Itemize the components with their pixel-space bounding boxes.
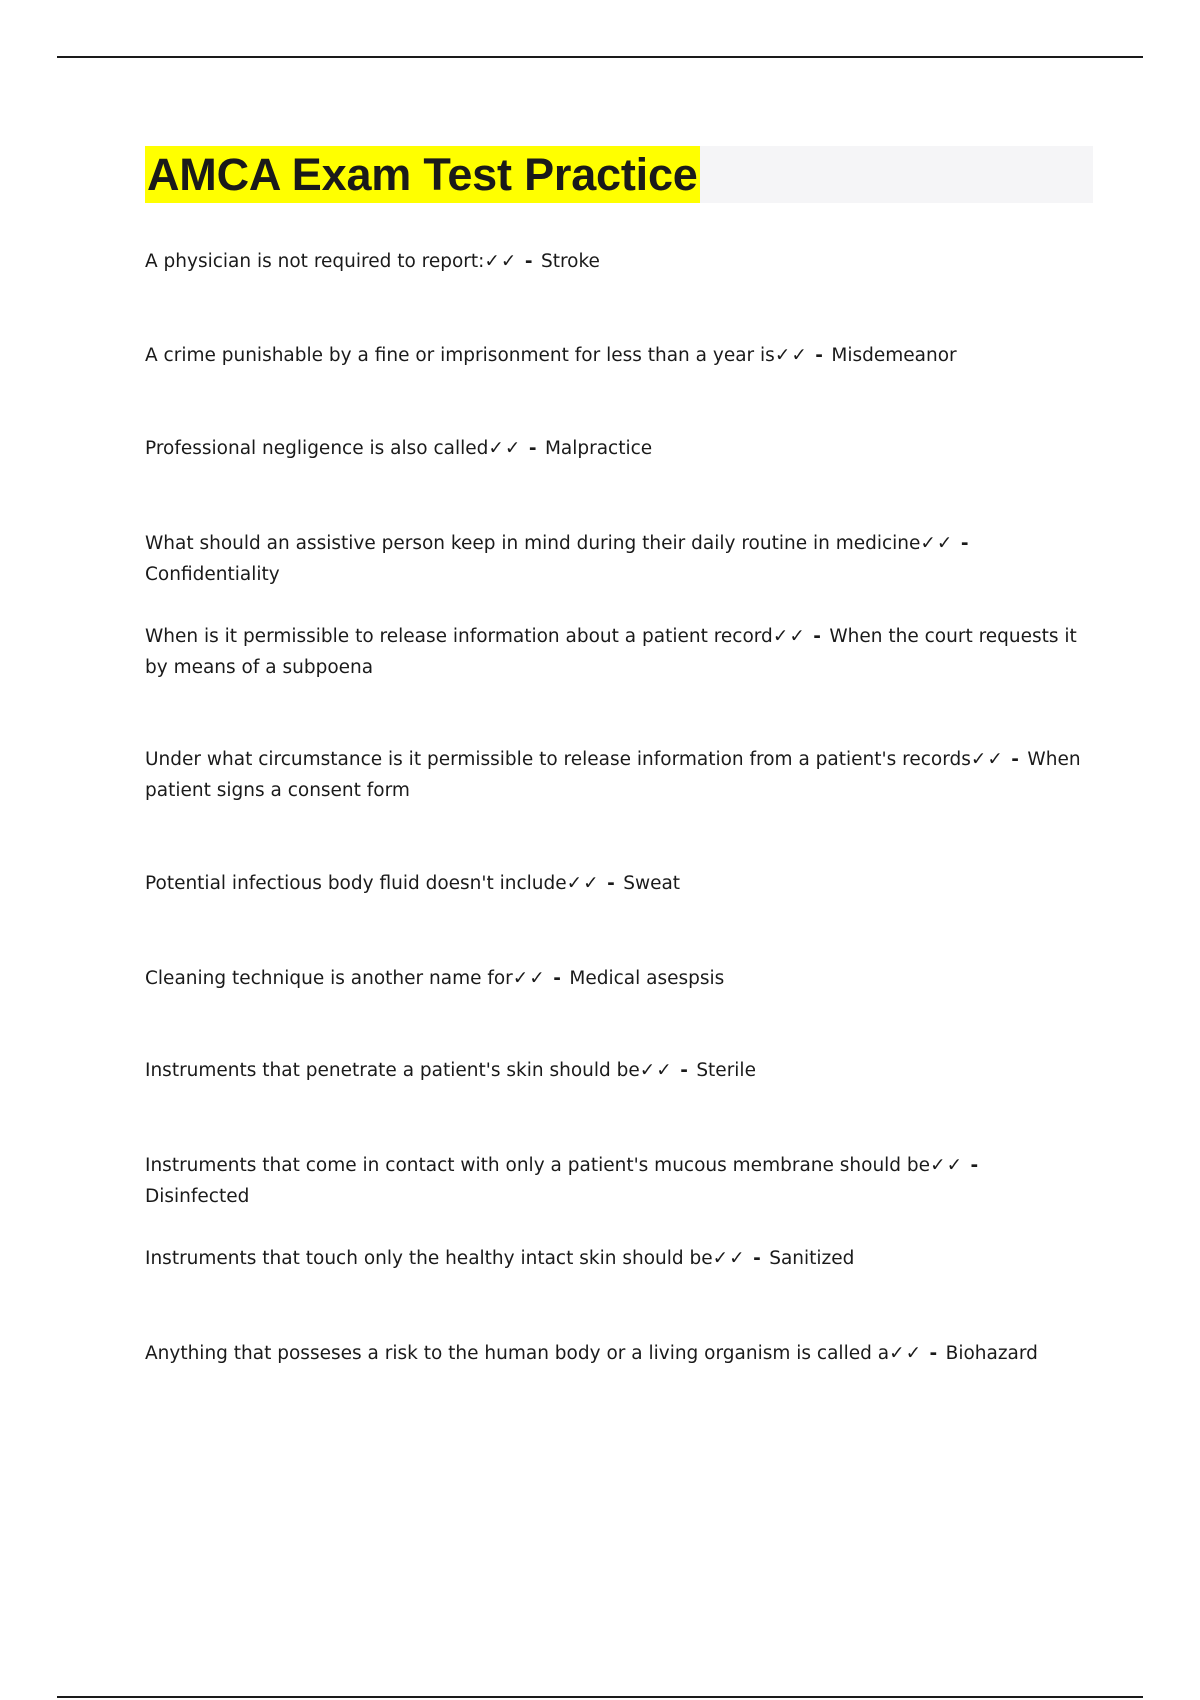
question-text: When is it permissible to release information about a patient record bbox=[145, 626, 773, 647]
question-text: Instruments that come in contact with only a patient's mucous membrane should be bbox=[145, 1155, 931, 1176]
answer-text: Malpractice bbox=[544, 438, 653, 459]
checkmarks: ✓✓ - bbox=[488, 438, 545, 459]
checkmarks: ✓✓ - bbox=[484, 251, 541, 272]
checkmarks: ✓✓ - bbox=[712, 1248, 770, 1269]
answer-text: Sanitized bbox=[769, 1248, 855, 1269]
answer-text: Stroke bbox=[540, 251, 600, 272]
answer-text: Medical asespsis bbox=[569, 968, 725, 989]
bottom-rule bbox=[57, 1696, 1143, 1698]
qa-item-7 bbox=[145, 868, 1090, 899]
checkmarks: ✓✓ - bbox=[774, 345, 832, 366]
checkmarks: ✓✓ - bbox=[566, 873, 624, 894]
qa-item-3 bbox=[145, 433, 1090, 464]
qa-item-2 bbox=[145, 340, 1090, 371]
qa-item-4 bbox=[145, 528, 1090, 590]
checkmarks: ✓✓ - bbox=[920, 533, 970, 554]
qa-item-1 bbox=[145, 246, 1090, 277]
checkmarks: ✓✓ - bbox=[512, 968, 570, 989]
checkmarks: ✓✓ - bbox=[970, 749, 1028, 770]
qa-item-9 bbox=[145, 1055, 1090, 1086]
qa-item-10 bbox=[145, 1150, 1090, 1212]
answer-text: Confidentiality bbox=[145, 564, 280, 585]
checkmarks: ✓✓ - bbox=[639, 1060, 697, 1081]
question-text: Under what circumstance is it permissible to release information from a patient's records bbox=[145, 749, 971, 770]
answer-text: When the court requests it by means of a subpoena bbox=[145, 626, 1077, 678]
question-text: Potential infectious body fluid doesn't include bbox=[145, 873, 567, 894]
checkmarks: ✓✓ - bbox=[772, 626, 830, 647]
question-text: A physician is not required to report: bbox=[145, 251, 485, 272]
question-text: Instruments that touch only the healthy intact skin should be bbox=[145, 1248, 713, 1269]
answer-text: Sterile bbox=[696, 1060, 756, 1081]
answer-text: When patient signs a consent form bbox=[145, 749, 1081, 801]
question-text: Professional negligence is also called bbox=[145, 438, 489, 459]
top-rule bbox=[57, 56, 1143, 58]
page-title: AMCA Exam Test Practice bbox=[145, 146, 700, 203]
qa-item-8 bbox=[145, 963, 1090, 994]
checkmarks: ✓✓ - bbox=[889, 1343, 946, 1364]
answer-text: Biohazard bbox=[945, 1343, 1038, 1364]
question-text: Instruments that penetrate a patient's skin should be bbox=[145, 1060, 640, 1081]
question-text: Anything that posseses a risk to the human body or a living organism is called a bbox=[145, 1343, 890, 1364]
question-text: Cleaning technique is another name for bbox=[145, 968, 513, 989]
qa-item-6 bbox=[145, 744, 1090, 806]
answer-text: Disinfected bbox=[145, 1186, 250, 1207]
checkmarks: ✓✓ - bbox=[930, 1155, 980, 1176]
question-text: What should an assistive person keep in mind during their daily routine in medicine bbox=[145, 533, 921, 554]
answer-text: Misdemeanor bbox=[831, 345, 957, 366]
qa-item-12 bbox=[145, 1338, 1090, 1369]
qa-item-5 bbox=[145, 621, 1090, 683]
question-text: A crime punishable by a fine or imprisonment for less than a year is bbox=[145, 345, 775, 366]
answer-text: Sweat bbox=[623, 873, 681, 894]
qa-item-11 bbox=[145, 1243, 1090, 1274]
